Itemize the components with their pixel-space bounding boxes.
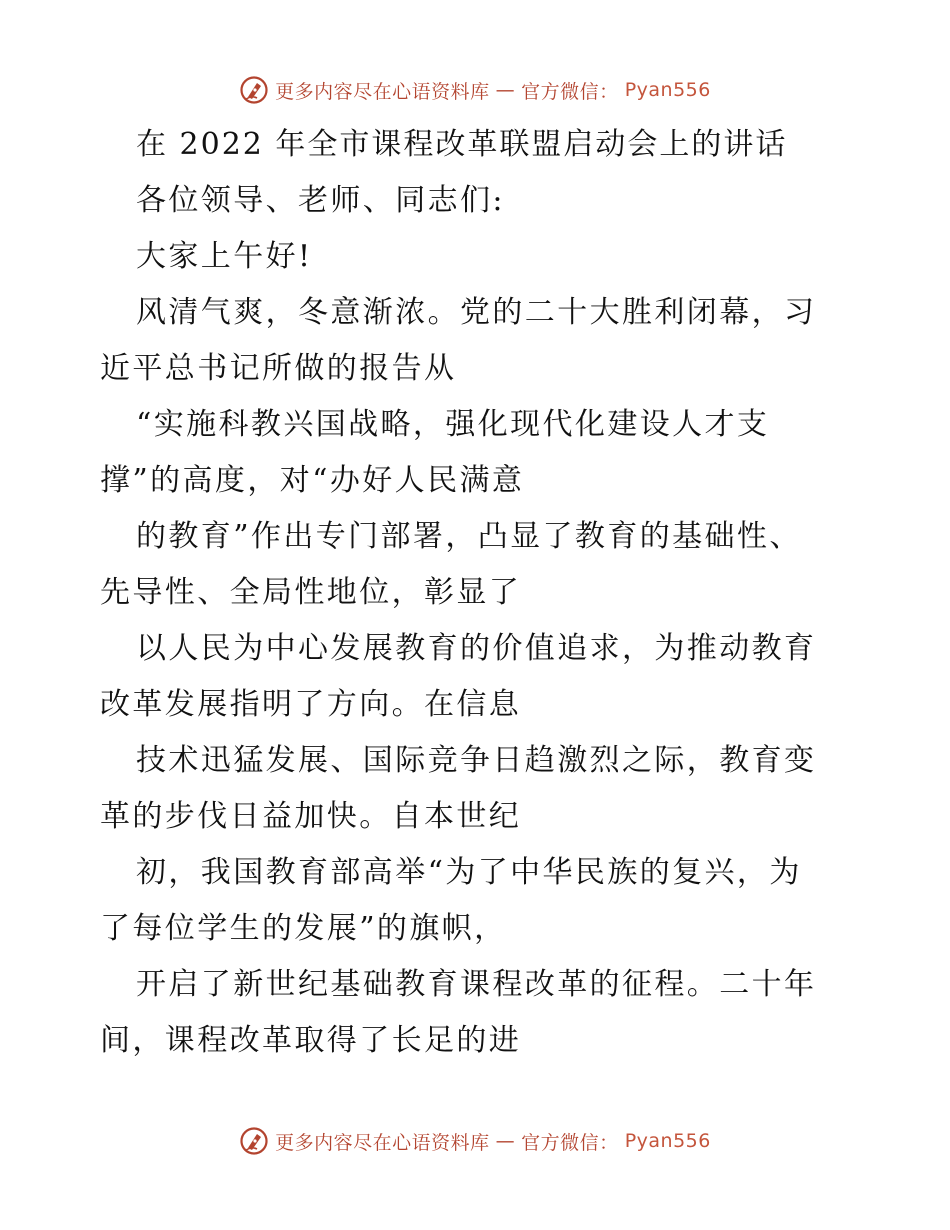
watermark-official-label: 官方微信：	[521, 1131, 619, 1154]
document-body	[100, 122, 860, 1074]
greeting-line: 大家上午好!	[136, 239, 313, 274]
paragraph-line: 间，课程改革取得了长足的进	[100, 1023, 522, 1058]
watermark-text: 更多内容尽在心语资料库	[275, 1131, 490, 1154]
document-title: 在 2022 年全市课程改革联盟启动会上的讲话	[136, 127, 788, 162]
paragraph-line: 撑”的高度，对“办好人民满意	[100, 463, 525, 498]
paragraph-line: 革的步伐日益加快。自本世纪	[100, 799, 522, 834]
paragraph-line: 近平总书记所做的报告从	[100, 351, 457, 386]
paragraph-line: 改革发展指明了方向。在信息	[100, 687, 522, 722]
pen-nib-circle-icon	[239, 75, 269, 105]
paragraph-line: 风清气爽，冬意渐浓。党的二十大胜利闭幕，习	[136, 295, 817, 330]
paragraph-line: “实施科教兴国战略，强化现代化建设人才支	[136, 407, 770, 442]
header-watermark	[0, 72, 950, 108]
watermark-text: 更多内容尽在心语资料库	[275, 80, 490, 103]
watermark-dash: —	[495, 1130, 516, 1152]
watermark-wechat-id: Pyan556	[624, 1130, 711, 1152]
paragraph-line: 技术迅猛发展、国际竞争日趋激烈之际，教育变	[136, 743, 817, 778]
salutation-line: 各位领导、老师、同志们:	[136, 183, 505, 218]
paragraph-line: 的教育”作出专门部署，凸显了教育的基础性、	[136, 519, 802, 554]
paragraph-line: 先导性、全局性地位，彰显了	[100, 575, 522, 610]
watermark-official-label: 官方微信：	[521, 80, 619, 103]
pen-nib-circle-icon	[239, 1126, 269, 1156]
watermark-dash: —	[495, 79, 516, 101]
footer-watermark	[0, 1123, 950, 1159]
paragraph-line: 了每位学生的发展”的旗帜，	[100, 911, 507, 946]
watermark-wechat-id: Pyan556	[624, 79, 711, 101]
paragraph-line: 以人民为中心发展教育的价值追求，为推动教育	[136, 631, 817, 666]
paragraph-line: 开启了新世纪基础教育课程改革的征程。二十年	[136, 967, 817, 1002]
paragraph-line: 初，我国教育部高举“为了中华民族的复兴，为	[136, 855, 802, 890]
